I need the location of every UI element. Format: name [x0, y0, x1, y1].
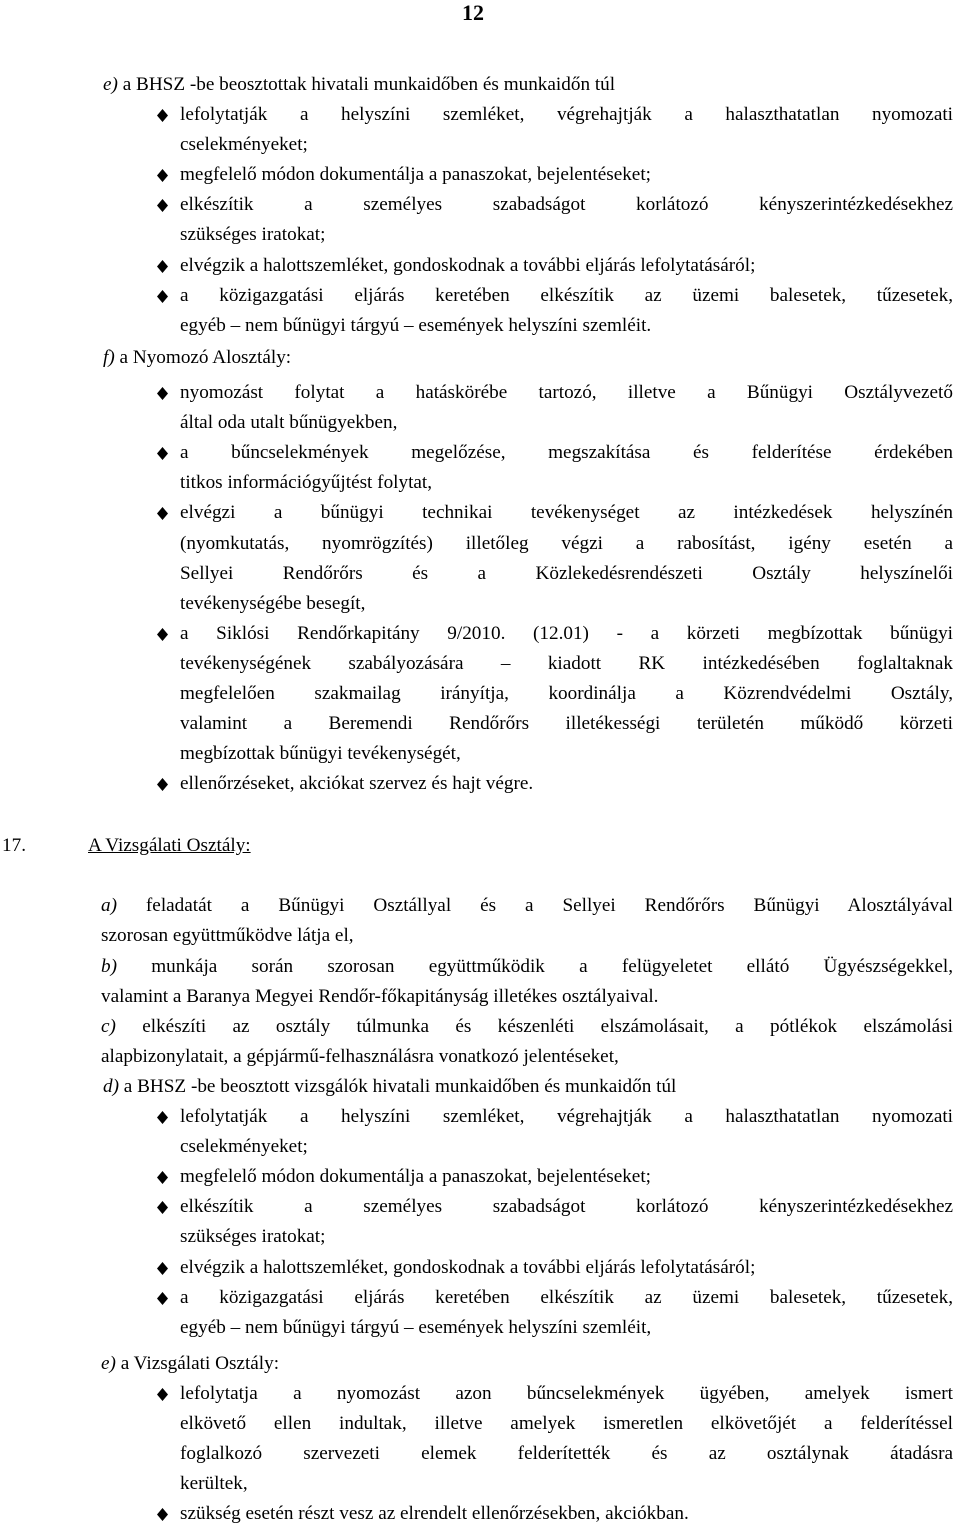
- diamond-bullet-icon: [157, 1379, 169, 1409]
- paragraph-c-line: alapbizonylatait, a gépjármű-felhasználásra vonatkozó jelentéseket,: [101, 1046, 619, 1068]
- diamond-bullet-icon: [157, 1192, 169, 1222]
- bullet-item-line: szükséges iratokat;: [180, 1226, 326, 1248]
- diamond-bullet-icon: [157, 498, 169, 528]
- diamond-bullet-icon: [157, 281, 169, 311]
- bullet-item-line: megfelelő módon dokumentálja a panaszokat, bejelentéseket;: [180, 164, 651, 186]
- bullet-item-line: megfelelő módon dokumentálja a panaszokat, bejelentéseket;: [180, 1166, 651, 1188]
- bullet-item-line: szükség esetén részt vesz az elrendelt ellenőrzésekben, akciókban.: [180, 1503, 689, 1525]
- bullet-item-line: lefolytatják a helyszíni szemléket, végrehajtják a halaszthatatlan nyomozati: [180, 1106, 953, 1127]
- bullet-item-line: elkövető ellen indultak, illetve amelyek ismeretlen elkövetőjét a felderítéssel: [180, 1413, 953, 1435]
- bullet-item-line: elvégzik a halottszemléket, gondoskodnak a további eljárás lefolytatásáról;: [180, 254, 756, 276]
- bullet-item-line: elvégzi a bűnügyi technikai tevékenységet az intézkedések helyszínén: [180, 502, 953, 524]
- diamond-bullet-icon: [157, 251, 169, 281]
- paragraph-letter: b): [101, 956, 117, 977]
- bullet-item-line: egyéb – nem bűnügyi tárgyú – események helyszíni szemléit,: [180, 1316, 652, 1338]
- bullet-item-line: egyéb – nem bűnügyi tárgyú – események helyszíni szemléit.: [180, 314, 652, 336]
- diamond-bullet-icon: [157, 1162, 169, 1192]
- bullet-item-line: titkos információgyűjtést folytat,: [180, 472, 433, 494]
- bullet-item-line: a közigazgatási eljárás keretében elkészítik az üzemi balesetek, tűzesetek,: [180, 284, 953, 306]
- paragraph-letter: a): [101, 895, 117, 916]
- section-d-heading: [103, 1072, 676, 1102]
- paragraph-text: elkészíti az osztály túlmunka és készenléti elszámolásait, a pótlékok elszámolási: [115, 1016, 953, 1037]
- bullet-item-line: tevékenységébe besegít,: [180, 592, 366, 614]
- paragraph-b-line: valamint a Baranya Megyei Rendőr-főkapitányság illetékes osztályaival.: [101, 986, 659, 1008]
- paragraph-text: munkája során szorosan együttműködik a felügyeletet ellátó Ügyészségekkel,: [116, 956, 953, 977]
- section-heading-text: a BHSZ -be beosztottak hivatali munkaidőben és munkaidőn túl: [117, 74, 616, 95]
- bullet-item-line: lefolytatja a nyomozást azon bűncselekmények ügyében, amelyek ismert: [180, 1383, 953, 1404]
- section-letter: e): [103, 74, 118, 95]
- bullet-item-line: foglalkozó szervezeti elemek felderítették és az osztálynak átadásra: [180, 1443, 953, 1465]
- bullet-item-line: cselekményeket;: [180, 134, 308, 156]
- bullet-item-line: Sellyei Rendőrőrs és a Közlekedésrendészeti Osztály helyszínelői: [180, 562, 953, 584]
- section-e-heading: [103, 70, 615, 100]
- diamond-bullet-icon: [157, 378, 169, 408]
- section-letter: f): [103, 347, 115, 368]
- section-17-title: A Vizsgálati Osztály:: [88, 835, 251, 856]
- section-17-number: 17.: [2, 835, 26, 856]
- paragraph-a-line: szorosan együttműködve látja el,: [101, 925, 354, 947]
- diamond-bullet-icon: [157, 1102, 169, 1132]
- section-heading-text: a Vizsgálati Osztály:: [115, 1353, 280, 1374]
- bullet-item-line: lefolytatják a helyszíni szemléket, végrehajtják a halaszthatatlan nyomozati: [180, 104, 953, 125]
- bullet-item-line: a közigazgatási eljárás keretében elkészítik az üzemi balesetek, tűzesetek,: [180, 1286, 953, 1308]
- section-heading-text: a BHSZ -be beosztott vizsgálók hivatali munkaidőben és munkaidőn túl: [118, 1076, 677, 1097]
- paragraph-text: feladatát a Bűnügyi Osztállyal és a Sellyei Rendőrőrs Bűnügyi Alosztályával: [116, 895, 953, 916]
- bullet-item-line: elvégzik a halottszemléket, gondoskodnak a további eljárás lefolytatásáról;: [180, 1256, 756, 1278]
- bullet-item-line: tevékenységének szabályozására – kiadott RK intézkedésében foglaltaknak: [180, 652, 953, 674]
- bullet-item-line: ellenőrzéseket, akciókat szervez és hajt végre.: [180, 773, 534, 795]
- section-letter: e): [101, 1353, 116, 1374]
- bullet-item-line: szükséges iratokat;: [180, 224, 326, 246]
- bullet-item-line: (nyomkutatás, nyomrögzítés) illetőleg végzi a rabosítást, igény esetén a: [180, 532, 953, 554]
- paragraph-b-line: [101, 952, 953, 982]
- paragraph-a-line: [101, 891, 953, 921]
- bullet-item-line: megbízottak bűnügyi tevékenységét,: [180, 743, 461, 765]
- paragraph-c-line: [101, 1012, 953, 1042]
- section-e2-heading: [101, 1349, 279, 1379]
- diamond-bullet-icon: [157, 190, 169, 220]
- bullet-item-line: kerültek,: [180, 1473, 248, 1495]
- paragraph-letter: c): [101, 1016, 116, 1037]
- bullet-item-line: megfelelően szakmailag irányítja, koordinálja a Közrendvédelmi Osztály,: [180, 683, 953, 704]
- diamond-bullet-icon: [157, 438, 169, 468]
- bullet-item-line: nyomozást folytat a hatáskörébe tartozó, illetve a Bűnügyi Osztályvezető: [180, 382, 953, 403]
- diamond-bullet-icon: [157, 1253, 169, 1283]
- bullet-item-line: a Siklósi Rendőrkapitány 9/2010. (12.01) - a körzeti megbízottak bűnügyi: [180, 622, 953, 644]
- diamond-bullet-icon: [157, 619, 169, 649]
- diamond-bullet-icon: [157, 100, 169, 130]
- bullet-item-line: elkészítik a személyes szabadságot korlátozó kényszerintézkedésekhez: [180, 1196, 953, 1218]
- bullet-item-line: cselekményeket;: [180, 1136, 308, 1158]
- section-heading-text: a Nyomozó Alosztály:: [114, 347, 292, 368]
- diamond-bullet-icon: [157, 160, 169, 190]
- section-letter: d): [103, 1076, 119, 1097]
- section-f-heading: [103, 343, 291, 373]
- bullet-item-line: a bűncselekmények megelőzése, megszakítása és felderítése érdekében: [180, 442, 953, 464]
- bullet-item-line: elkészítik a személyes szabadságot korlátozó kényszerintézkedésekhez: [180, 194, 953, 216]
- diamond-bullet-icon: [157, 1499, 169, 1529]
- diamond-bullet-icon: [157, 769, 169, 799]
- page-number: 12: [462, 0, 484, 25]
- bullet-item-line: valamint a Beremendi Rendőrőrs illetékességi területén működő körzeti: [180, 713, 953, 735]
- bullet-item-line: által oda utalt bűnügyekben,: [180, 412, 398, 434]
- diamond-bullet-icon: [157, 1283, 169, 1313]
